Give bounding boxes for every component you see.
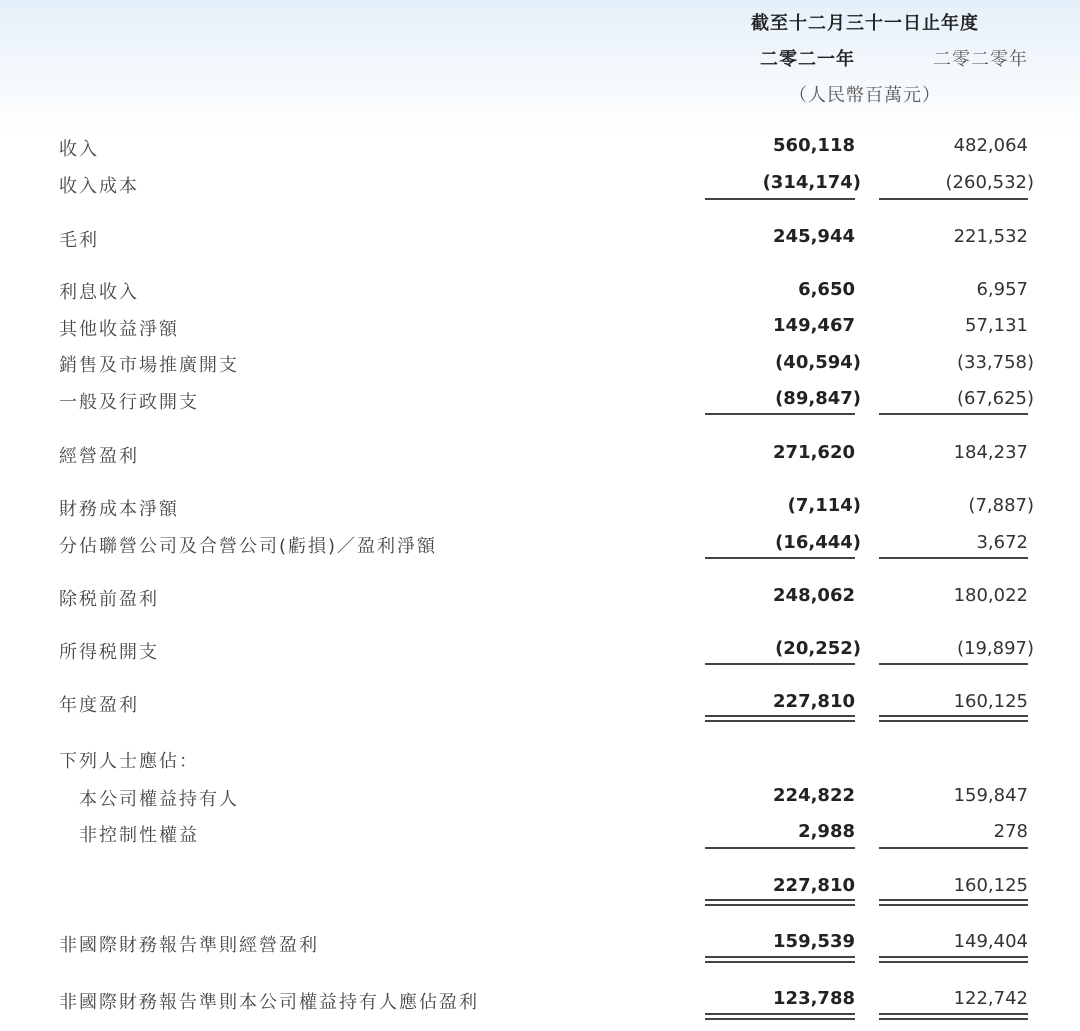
subtotal-rule [705, 663, 855, 665]
row-label-share-of-associates: 分佔聯營公司及合營公司(虧損)／盈利淨額 [59, 536, 438, 557]
subtotal-rule [879, 413, 1028, 415]
value-2020: 184,237 [953, 442, 1028, 463]
subtotal-rule [705, 198, 855, 200]
row-label-selling-marketing: 銷售及市場推廣開支 [59, 355, 239, 376]
value-2020: 160,125 [953, 875, 1028, 896]
value-2021: (314,174) [762, 172, 861, 193]
total-double-rule [879, 956, 1028, 963]
subtotal-rule [879, 663, 1028, 665]
row-label-non-ifrs-attributable-profit: 非國際財務報告準則本公司權益持有人應佔盈利 [59, 992, 479, 1013]
row-label-profit-for-year: 年度盈利 [59, 695, 139, 716]
period-header: 截至十二月三十一日止年度 [751, 13, 979, 34]
row-label-other-gains: 其他收益淨額 [59, 319, 179, 340]
row-label-revenue: 收入 [59, 139, 99, 160]
subtotal-rule [879, 198, 1028, 200]
row-label-finance-costs: 財務成本淨額 [59, 499, 179, 520]
currency-unit: （人民幣百萬元） [789, 85, 941, 106]
value-2021: 245,944 [773, 226, 855, 247]
value-2020: 278 [993, 821, 1028, 842]
value-2021: 2,988 [798, 821, 855, 842]
year-2021-header: 二零二一年 [760, 49, 855, 70]
value-2020: 482,064 [953, 135, 1028, 156]
value-2020: 221,532 [953, 226, 1028, 247]
value-2021: (89,847) [775, 388, 861, 409]
value-2020: 149,404 [953, 931, 1028, 952]
value-2020: 160,125 [953, 691, 1028, 712]
value-2021: (20,252) [775, 638, 861, 659]
value-2021: 149,467 [773, 315, 855, 336]
year-2020-header: 二零二零年 [933, 49, 1028, 70]
total-double-rule [705, 956, 855, 963]
value-2020: 159,847 [953, 785, 1028, 806]
value-2020: 3,672 [976, 532, 1028, 553]
row-label-income-tax: 所得税開支 [59, 642, 159, 663]
total-double-rule [705, 899, 855, 906]
subtotal-rule [705, 847, 855, 849]
row-label-attributable-to: 下列人士應佔： [59, 751, 199, 772]
value-2020: (67,625) [956, 388, 1034, 409]
row-label-general-admin: 一般及行政開支 [59, 392, 199, 413]
row-label-non-ifrs-operating-profit: 非國際財務報告準則經營盈利 [59, 935, 319, 956]
total-double-rule [879, 899, 1028, 906]
value-2021: 227,810 [773, 875, 855, 896]
value-2021: (16,444) [775, 532, 861, 553]
row-label-non-controlling: 非控制性權益 [79, 825, 199, 846]
value-2021: 224,822 [773, 785, 855, 806]
row-label-equity-holders: 本公司權益持有人 [79, 789, 239, 810]
value-2021: (7,114) [787, 495, 861, 516]
value-2021: 123,788 [773, 988, 855, 1009]
value-2020: 180,022 [953, 585, 1028, 606]
value-2020: (19,897) [956, 638, 1034, 659]
value-2020: (33,758) [956, 352, 1034, 373]
total-double-rule [879, 715, 1028, 722]
row-label-gross-profit: 毛利 [59, 230, 99, 251]
value-2021: 159,539 [773, 931, 855, 952]
subtotal-rule [879, 847, 1028, 849]
value-2021: 560,118 [773, 135, 855, 156]
row-label-cost-of-revenue: 收入成本 [59, 176, 139, 197]
row-label-operating-profit: 經營盈利 [59, 446, 139, 467]
value-2021: (40,594) [775, 352, 861, 373]
value-2020: 57,131 [965, 315, 1028, 336]
subtotal-rule [705, 557, 855, 559]
total-double-rule [705, 1013, 855, 1020]
value-2020: 6,957 [976, 279, 1028, 300]
row-label-interest-income: 利息收入 [59, 282, 139, 303]
value-2020: (260,532) [945, 172, 1034, 193]
value-2021: 248,062 [773, 585, 855, 606]
total-double-rule [879, 1013, 1028, 1020]
row-label-profit-before-tax: 除税前盈利 [59, 589, 159, 610]
value-2020: (7,887) [968, 495, 1034, 516]
subtotal-rule [705, 413, 855, 415]
value-2021: 6,650 [798, 279, 855, 300]
value-2020: 122,742 [953, 988, 1028, 1009]
value-2021: 271,620 [773, 442, 855, 463]
value-2021: 227,810 [773, 691, 855, 712]
subtotal-rule [879, 557, 1028, 559]
total-double-rule [705, 715, 855, 722]
